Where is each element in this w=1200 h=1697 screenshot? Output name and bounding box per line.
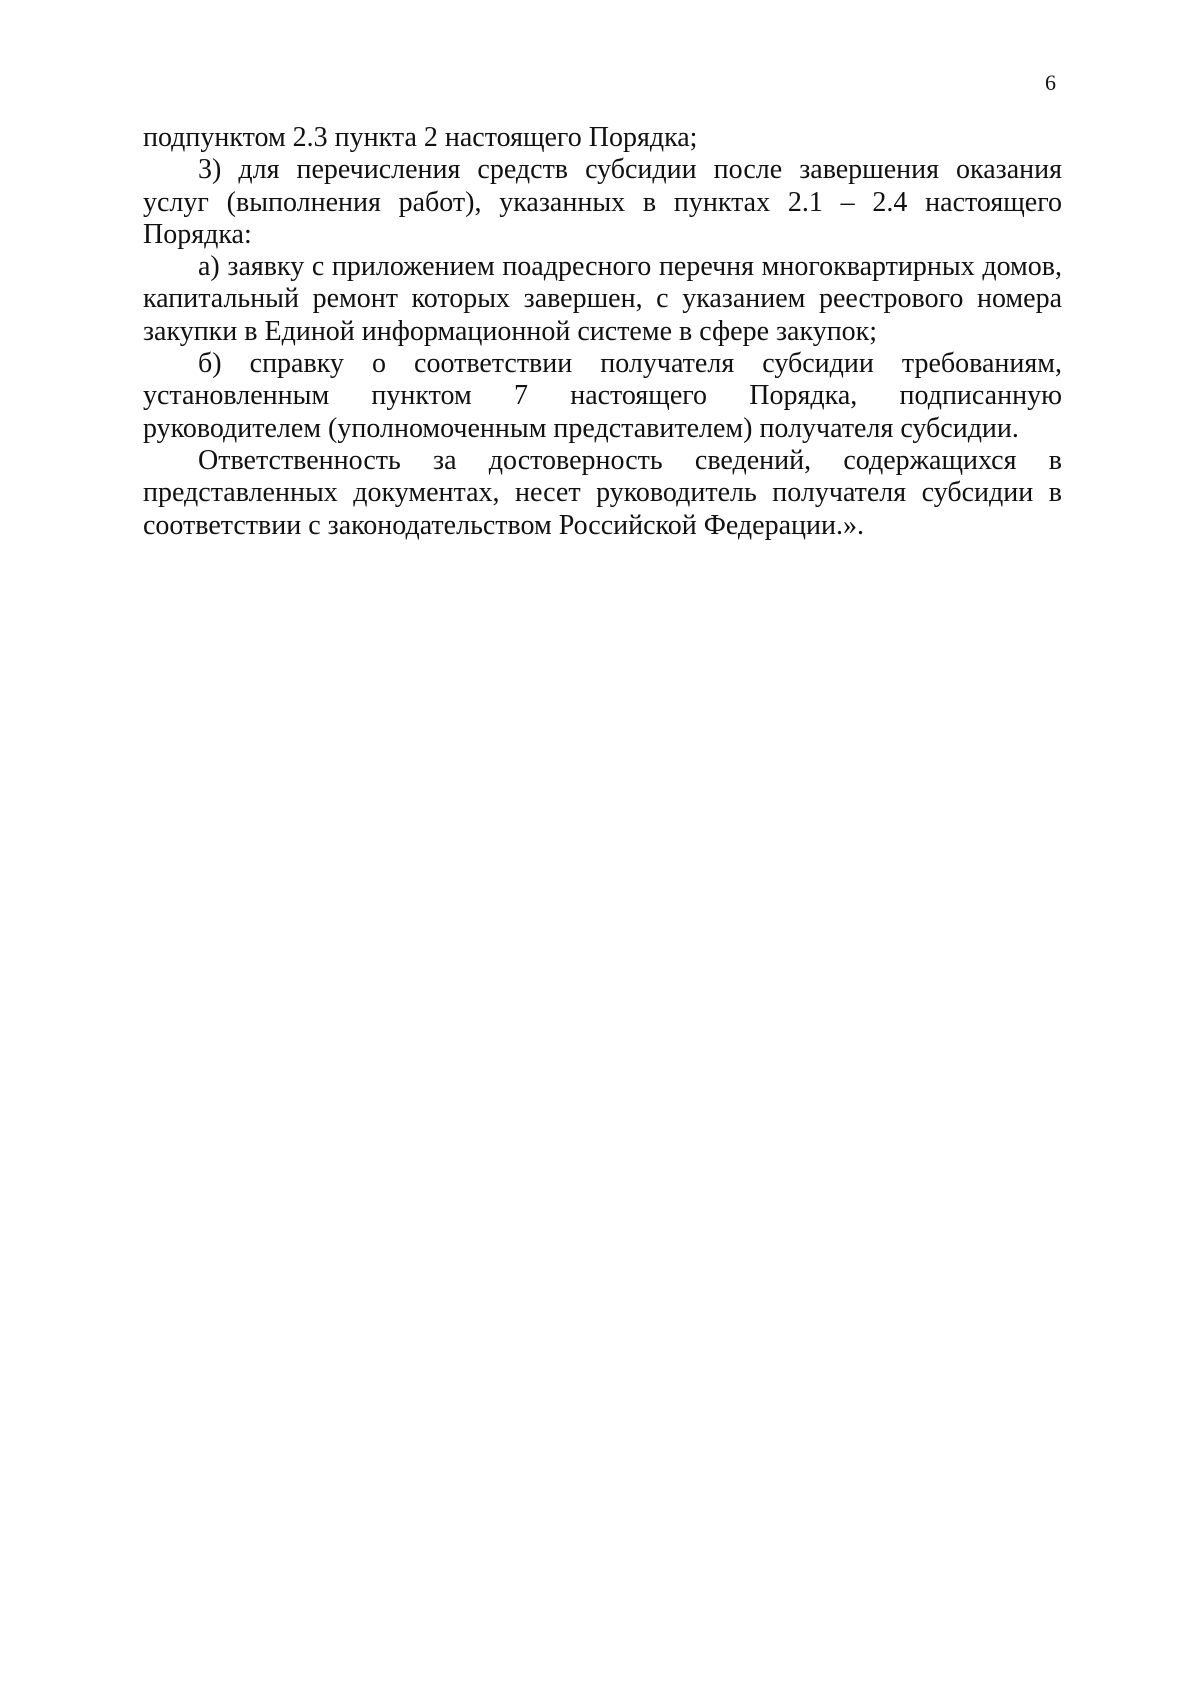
document-body [143,122,1062,542]
paragraph-item-3: 3) для перечисления средств субсидии после завершения оказания услуг (выполнения работ), указанных в пунктах 2.1 – 2.4 настоящего Порядка: [143,154,1062,250]
paragraph-continuation: подпунктом 2.3 пункта 2 настоящего Порядка; [143,122,698,153]
page-number: 6 [1045,70,1056,95]
paragraph-subitem-a: а) заявку с приложением поадресного перечня многоквартирных домов, капитальный ремонт которых завершен, с указанием реестрового номера закупки в Единой информационной системе в сфере закупок; [143,251,1062,347]
paragraph-responsibility: Ответственность за достоверность сведений, содержащихся в представленных документах, несет руководитель получателя субсидии в соответствии с законодательством Российской Федерации.». [143,444,1062,541]
paragraph-subitem-b: б) справку о соответствии получателя субсидии требованиям, установленным пунктом 7 настоящего Порядка, подписанную руководителем (уполномоченным представителем) получателя субсидии. [143,348,1062,444]
